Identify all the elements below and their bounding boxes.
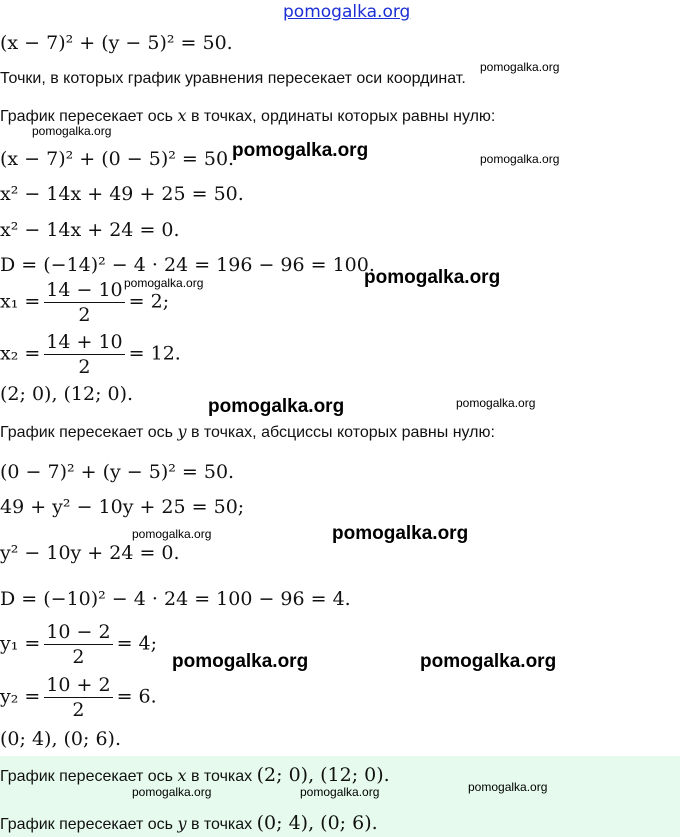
intro-text: Точки, в которых график уравнения пересекает оси координат. [0,70,466,87]
watermark: pomogalka.org [172,651,309,672]
y-axis-heading: График пересекает ось y в точках, абсциссы которых равны нулю: [0,422,495,441]
watermark: pomogalka.org [208,396,345,417]
watermark: pomogalka.org [420,651,557,672]
answer-x-axis: График пересекает ось x в точках (2; 0), (12; 0). [0,764,390,786]
x-axis-heading: График пересекает ось x в точках, ординаты которых равны нулю: [0,106,496,125]
watermark: pomogalka.org [32,124,112,138]
answer-y-axis: График пересекает ось y в точках (0; 4), (0; 6). [0,812,378,834]
watermark: pomogalka.org [456,396,536,410]
y-discriminant: D = (−10)² − 4 · 24 = 100 − 96 = 4. [0,588,351,610]
y-solution-line-3: y² − 10y + 24 = 0. [0,542,180,564]
watermark: pomogalka.org [480,60,560,74]
watermark: pomogalka.org [232,140,369,161]
y2-root: y₂ = $\frac{10 + 2}{2}$ = 6. [0,674,157,721]
y1-root: y₁ = $\frac{10 - 2}{2}$ = 4; [0,621,158,668]
watermark: pomogalka.org [132,527,212,541]
main-equation: (x − 7)² + (y − 5)² = 50. [0,32,233,54]
watermark: pomogalka.org [300,785,380,799]
x-solution-line-3: x² − 14x + 24 = 0. [0,219,180,241]
site-watermark-top[interactable]: pomogalka.org [283,2,411,22]
y-solution-line-2: 49 + y² − 10y + 25 = 50; [0,496,245,518]
watermark: pomogalka.org [132,785,212,799]
watermark: pomogalka.org [468,780,548,794]
watermark: pomogalka.org [480,152,560,166]
x2-root: x₂ = $\frac{14 + 10}{2}$ = 12. [0,331,181,378]
y-intersection-points: (0; 4), (0; 6). [0,728,122,750]
y-solution-line-1: (0 − 7)² + (y − 5)² = 50. [0,461,235,483]
watermark: pomogalka.org [332,523,469,544]
watermark: pomogalka.org [124,276,204,290]
x-discriminant: D = (−14)² − 4 · 24 = 196 − 96 = 100. [0,254,375,276]
x-intersection-points: (2; 0), (12; 0). [0,383,134,405]
x-solution-line-1: (x − 7)² + (0 − 5)² = 50. [0,148,235,170]
x-solution-line-2: x² − 14x + 49 + 25 = 50. [0,183,244,205]
watermark: pomogalka.org [364,267,501,288]
x1-root: x₁ = $\frac{14 - 10}{2}$ = 2; [0,279,170,326]
